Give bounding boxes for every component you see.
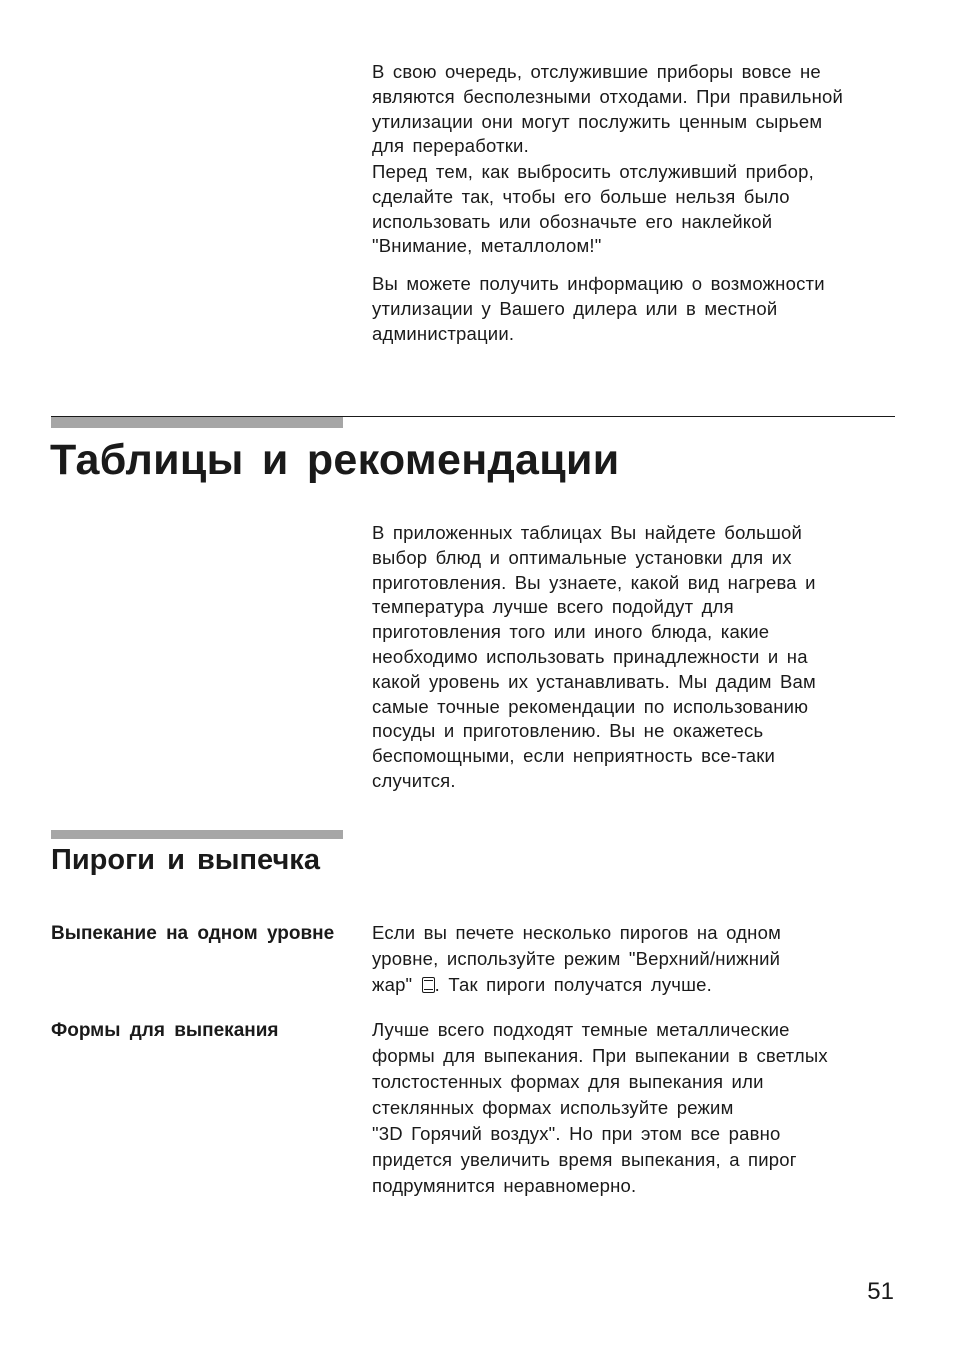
text-line: формы для выпекания. При выпекании в светлых	[372, 1045, 828, 1066]
disposal-paragraph-2	[372, 160, 902, 259]
text-line: администрации.	[372, 322, 515, 344]
one-level-paragraph	[372, 920, 902, 998]
text-line: Лучше всего подходят темные металлические	[372, 1019, 790, 1040]
text-line: необходимо использовать принадлежности и на	[372, 645, 808, 667]
text-fragment: . Так пироги получатся лучше.	[434, 974, 712, 995]
text-line: температура лучше всего подойдут для	[372, 596, 734, 618]
text-line: самые точные рекомендации по использованию	[372, 695, 809, 717]
text-line: утилизации у Вашего дилера или в местной	[372, 297, 778, 319]
text-line: случится.	[372, 769, 456, 791]
disposal-paragraph-1	[372, 60, 902, 159]
text-line: "3D Горячий воздух". Но при этом все равно	[372, 1123, 781, 1144]
text-line: приготовления. Вы узнаете, какой вид нагрева и	[372, 571, 816, 593]
text-line	[372, 972, 902, 998]
baking-forms-paragraph	[372, 1017, 902, 1199]
text-line: сделайте так, чтобы его больше нельзя было	[372, 185, 790, 207]
page-number: 51	[867, 1278, 894, 1305]
text-line: Вы можете получить информацию о возможности	[372, 273, 825, 294]
text-line: подрумянится неравномерно.	[372, 1175, 637, 1196]
tables-intro-paragraph	[372, 521, 902, 794]
text-line: беспомощными, если неприятность все-таки	[372, 745, 776, 767]
text-line: являются бесполезными отходами. При правильной	[372, 85, 844, 107]
text-line: выбор блюд и оптимальные установки для их	[372, 546, 792, 568]
text-line: использовать или обозначьте его наклейкой	[372, 210, 773, 232]
section-heading-pies: Пироги и выпечка	[51, 844, 320, 876]
text-line: толстостенных формах для выпекания или	[372, 1071, 764, 1092]
text-line: Перед тем, как выбросить отслуживший прибор,	[372, 161, 814, 182]
subheading-one-level: Выпекание на одном уровне	[51, 923, 335, 944]
text-line: придется увеличить время выпекания, а пирог	[372, 1149, 797, 1170]
disposal-paragraph-3	[372, 272, 902, 346]
text-line: Если вы печете несколько пирогов на одном	[372, 922, 781, 943]
section-accent-bar	[51, 830, 343, 839]
text-line: В приложенных таблицах Вы найдете большой	[372, 522, 803, 543]
text-line: приготовления того или иного блюда, какие	[372, 621, 770, 643]
text-line: посуды и приготовлению. Вы не окажетесь	[372, 720, 764, 742]
text-fragment: жар"	[372, 974, 421, 995]
text-line: "Внимание, металлолом!"	[372, 235, 602, 257]
heading-accent-bar	[51, 417, 343, 428]
text-line: стеклянных формах используйте режим	[372, 1097, 734, 1118]
text-line: утилизации они могут послужить ценным сырьем	[372, 110, 823, 132]
page-title: Таблицы и рекомендации	[50, 436, 620, 484]
subheading-baking-forms: Формы для выпекания	[51, 1020, 279, 1041]
top-bottom-heat-icon	[422, 977, 435, 993]
text-line: какой уровень их устанавливать. Мы дадим Вам	[372, 670, 816, 692]
text-line: В свою очередь, отслужившие приборы вовсе не	[372, 61, 821, 82]
text-line: уровне, используйте режим "Верхний/нижний	[372, 948, 781, 969]
text-line: для переработки.	[372, 135, 529, 157]
